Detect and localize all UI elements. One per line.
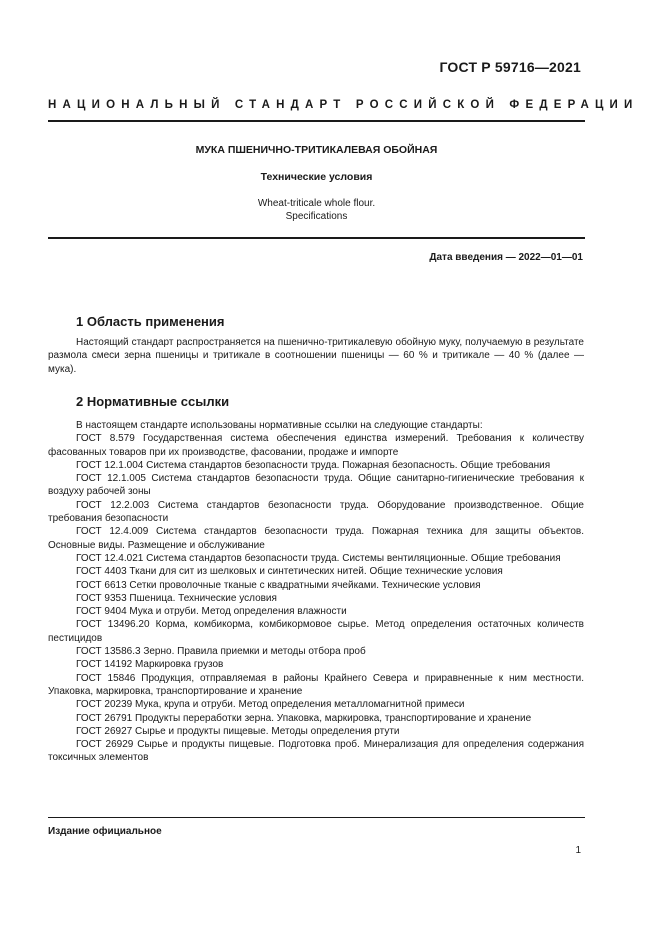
reference-item: ГОСТ 12.1.005 Система стандартов безопасности труда. Общие санитарно-гигиенические требования к воздуху рабочей зоны (48, 473, 584, 498)
reference-item: ГОСТ 9353 Пшеница. Технические условия (76, 592, 277, 604)
section-1-paragraph: Настоящий стандарт распространяется на пшенично-тритикалевую обойную муку, получаемую в результате размола смеси зерна пшеницы и тритикале в соотношении пшеницы — 60 % и тритикале — 40 % (далее — мука). (48, 337, 584, 375)
reference-item: ГОСТ 13586.3 Зерно. Правила приемки и методы отбора проб (76, 646, 366, 658)
english-title-line-1: Wheat-triticale whole flour. (257, 198, 376, 209)
reference-item: ГОСТ 8.579 Государственная система обеспечения единства измерений. Требования к количеству фасованных товаров при их производстве, фасовании, продаже и импорте (48, 433, 584, 458)
reference-item: ГОСТ 26791 Продукты переработки зерна. Упаковка, маркировка, транспортирование и хранение (76, 712, 532, 724)
national-standard-heading: НАЦИОНАЛЬНЫЙ СТАНДАРТ РОССИЙСКОЙ ФЕДЕРАЦИИ (48, 99, 639, 111)
title-divider (48, 237, 585, 239)
document-title: МУКА ПШЕНИЧНО-ТРИТИКАЛЕВАЯ ОБОЙНАЯ (195, 144, 438, 156)
reference-item: ГОСТ 14192 Маркировка грузов (76, 659, 224, 671)
english-title-line-2: Specifications (285, 211, 348, 222)
reference-item: ГОСТ 9404 Мука и отруби. Метод определения влажности (76, 606, 347, 618)
introduction-date: Дата введения — 2022—01—01 (429, 252, 583, 263)
reference-item: ГОСТ 26929 Сырье и продукты пищевые. Подготовка проб. Минерализация для определения содержания токсичных элементов (48, 739, 584, 764)
reference-item: ГОСТ 12.2.003 Система стандартов безопасности труда. Оборудование производственное. Общие требования безопасности (48, 499, 584, 525)
section-1-title: 1 Область применения (76, 314, 225, 329)
section-1-body (48, 336, 584, 376)
section-2-title: 2 Нормативные ссылки (76, 394, 230, 409)
reference-item: ГОСТ 20239 Мука, крупа и отруби. Метод определения металломагнитной примеси (76, 699, 465, 711)
reference-item: ГОСТ 12.4.021 Система стандартов безопасности труда. Системы вентиляционные. Общие требования (76, 552, 561, 564)
reference-item: ГОСТ 12.1.004 Система стандартов безопасности труда. Пожарная безопасность. Общие требования (76, 459, 551, 471)
page-number: 1 (575, 845, 581, 856)
document-subtitle: Технические условия (260, 171, 373, 183)
official-edition-label: Издание официальное (48, 826, 162, 837)
reference-item: ГОСТ 15846 Продукция, отправляемая в районы Крайнего Севера и приравненные к ним местности. Упаковка, маркировка, транспортирование и хранение (48, 672, 584, 697)
reference-item: ГОСТ 26927 Сырье и продукты пищевые. Методы определения ртути (76, 725, 400, 737)
footer-divider (48, 817, 585, 818)
reference-item: ГОСТ 13496.20 Корма, комбикорма, комбикормовое сырье. Метод определения остаточных количеств пестицидов (48, 619, 584, 644)
top-divider (48, 120, 585, 122)
english-title (48, 197, 585, 223)
reference-item: ГОСТ 6613 Сетки проволочные тканые с квадратными ячейками. Технические условия (76, 579, 481, 591)
section-2-body (48, 419, 584, 765)
reference-item: ГОСТ 4403 Ткани для сит из шелковых и синтетических нитей. Общие технические условия (76, 566, 503, 578)
document-number: ГОСТ Р 59716—2021 (439, 59, 581, 75)
reference-item: ГОСТ 12.4.009 Система стандартов безопасности труда. Пожарная техника для защиты объектов. Основные виды. Размещение и обслуживание (48, 526, 584, 551)
references-intro: В настоящем стандарте использованы нормативные ссылки на следующие стандарты: (76, 420, 483, 431)
